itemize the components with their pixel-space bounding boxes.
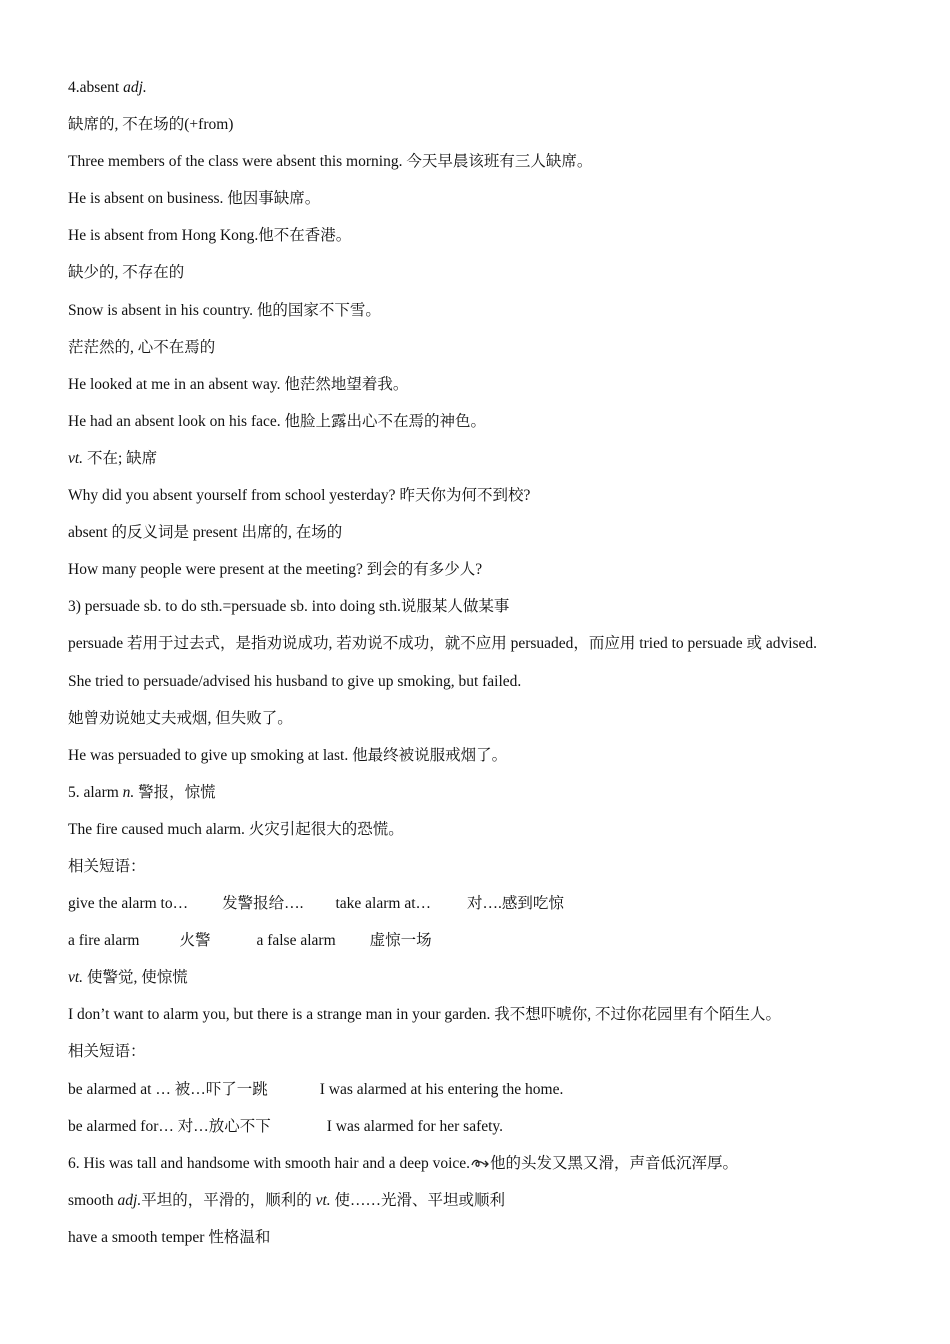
example-line: He is absent from Hong Kong.他不在香港。 bbox=[68, 227, 352, 245]
definition-smooth bbox=[68, 1182, 928, 1219]
heading-alarm bbox=[68, 774, 928, 811]
example-line: have a smooth temper 性格温和 bbox=[68, 1228, 271, 1246]
document-page bbox=[68, 69, 928, 1256]
pos-vt: vt. bbox=[315, 1191, 331, 1209]
phrase: take alarm at… bbox=[335, 895, 432, 913]
text-line: persuade 若用于过去式，是指劝说成功, 若劝说不成功，就不应用 persuaded，而应用 tried to persuade 或 advised. bbox=[68, 635, 818, 653]
example-line: He looked at me in an absent way. 他茫然地望着我。 bbox=[68, 375, 409, 393]
example-line: She tried to persuade/advised his husband to give up smoking, but failed. bbox=[68, 672, 522, 690]
text-line: absent 的反义词是 present 出席的, 在场的 bbox=[68, 524, 343, 542]
pos-adj: adj. bbox=[123, 79, 147, 96]
word-smooth: smooth bbox=[68, 1191, 118, 1209]
verb-sense bbox=[68, 440, 928, 477]
pos-vt: vt. bbox=[68, 969, 84, 987]
pos-adj: adj. bbox=[117, 1191, 142, 1209]
example-zh: 他的头发又黑又滑，声音低沉浑厚。 bbox=[490, 1154, 739, 1172]
phrase-row bbox=[68, 1108, 928, 1145]
sense-text: 平坦的，平滑的，顺利的 bbox=[141, 1191, 316, 1209]
verb-sense bbox=[68, 959, 928, 996]
example-en: 6. His was tall and handsome with smooth hair and a deep voice. bbox=[68, 1154, 471, 1172]
example-line: He had an absent look on his face. 他脸上露出心不在焉的神色。 bbox=[68, 412, 487, 430]
text-line: 她曾劝说她丈夫戒烟, 但失败了。 bbox=[68, 709, 293, 727]
phrase: be alarmed for… 对…放心不下 bbox=[68, 1117, 271, 1135]
word-alarm: 5. alarm bbox=[68, 783, 123, 801]
text-line: 缺少的, 不存在的 bbox=[68, 264, 185, 282]
example-line: Why did you absent yourself from school yesterday? 昨天你为何不到校? bbox=[68, 487, 531, 505]
phrase-meaning: 对….感到吃惊 bbox=[467, 895, 564, 913]
example-line: I don’t want to alarm you, but there is a strange man in your garden. 我不想吓唬你, 不过你花园里有个陌生人。 bbox=[68, 1006, 782, 1024]
sense-text: 不在; 缺席 bbox=[83, 449, 158, 467]
swirl-arrow-icon bbox=[470, 1147, 490, 1161]
text-line: 3) persuade sb. to do sth.=persuade sb. into doing sth.说服某人做某事 bbox=[68, 598, 510, 616]
example-line: He is absent on business. 他因事缺席。 bbox=[68, 190, 321, 208]
example-line: The fire caused much alarm. 火灾引起很大的恐慌。 bbox=[68, 820, 404, 838]
phrase: be alarmed at … 被…吓了一跳 bbox=[68, 1080, 268, 1098]
sense-text: 使……光滑、平坦或顺利 bbox=[330, 1191, 506, 1209]
example-line: How many people were present at the meeting? 到会的有多少人? bbox=[68, 561, 483, 579]
example-line bbox=[68, 1145, 928, 1182]
phrase: give the alarm to… bbox=[68, 895, 189, 913]
example-line: He was persuaded to give up smoking at last. 他最终被说服戒烟了。 bbox=[68, 746, 508, 764]
sense-text: 警报，惊慌 bbox=[134, 783, 216, 801]
phrase-meaning: 虚惊一场 bbox=[369, 932, 432, 950]
pos-n: n. bbox=[122, 783, 135, 801]
phrase-row bbox=[68, 885, 928, 922]
pos-vt: vt. bbox=[68, 449, 84, 467]
word-absent: 4.absent bbox=[68, 79, 124, 96]
example-line: Three members of the class were absent this morning. 今天早晨该班有三人缺席。 bbox=[68, 153, 593, 171]
phrase-meaning: 火警 bbox=[179, 932, 211, 950]
phrase: a fire alarm bbox=[68, 932, 140, 950]
sense-text: 使警觉, 使惊慌 bbox=[83, 969, 188, 987]
heading-absent bbox=[68, 69, 928, 106]
phrase-meaning: 发警报给…. bbox=[222, 895, 304, 913]
text-line: 缺席的, 不在场的(+from) bbox=[68, 116, 234, 134]
text-line: 茫茫然的, 心不在焉的 bbox=[68, 338, 216, 356]
phrases-heading: 相关短语： bbox=[68, 1043, 146, 1061]
phrase: a false alarm bbox=[256, 932, 336, 950]
phrase-row bbox=[68, 922, 928, 959]
example-line: Snow is absent in his country. 他的国家不下雪。 bbox=[68, 301, 381, 319]
phrases-heading: 相关短语： bbox=[68, 857, 146, 875]
phrase-row bbox=[68, 1071, 928, 1108]
phrase-example: I was alarmed at his entering the home. bbox=[319, 1080, 564, 1098]
phrase-example: I was alarmed for her safety. bbox=[326, 1117, 504, 1135]
